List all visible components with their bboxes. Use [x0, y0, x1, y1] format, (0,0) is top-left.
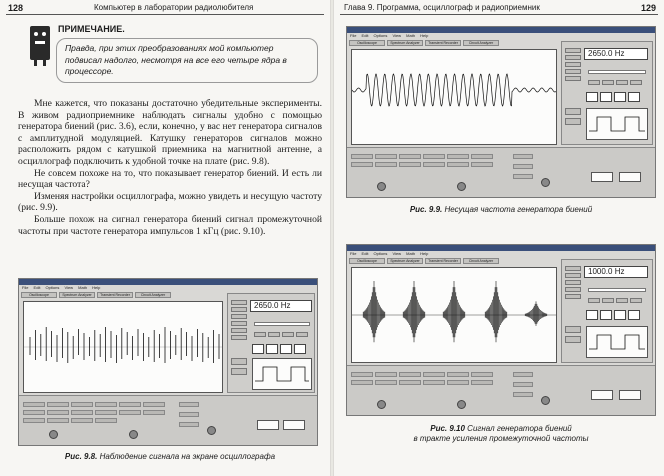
figure-caption — [346, 424, 656, 444]
tab-oscilloscope[interactable]: Oscilloscope — [21, 292, 57, 298]
frequency-display: 2650.0 Hz — [584, 48, 648, 60]
scope-controls — [347, 147, 656, 198]
control-button[interactable] — [23, 410, 45, 415]
trace-bursts — [352, 268, 556, 362]
output-preview — [252, 358, 312, 390]
caption-text: в тракте усиления промежуточной частоты — [413, 434, 589, 443]
tab-transient[interactable]: Transient Recorder — [425, 40, 461, 46]
position-knob[interactable] — [377, 182, 386, 191]
control-button[interactable] — [471, 154, 493, 159]
page-number-left: 128 — [8, 3, 24, 13]
control-button[interactable] — [375, 154, 397, 159]
preset-button[interactable] — [231, 328, 247, 333]
control-button[interactable] — [47, 418, 69, 423]
freq-button[interactable] — [602, 298, 614, 303]
trace-pulses — [24, 302, 222, 392]
tab-spectrum[interactable]: Spectrum Analyzer — [387, 258, 423, 264]
offset-readout — [591, 172, 613, 182]
duty-slider[interactable] — [254, 322, 310, 326]
control-button[interactable] — [399, 162, 421, 167]
paragraph: Изменяя настройки осциллографа, можно увидеть и несущую частоту (рис. 9.9). — [18, 190, 322, 214]
tab-oscilloscope[interactable]: Oscilloscope — [349, 258, 385, 264]
noise-wave-button[interactable] — [294, 344, 306, 354]
control-button[interactable] — [471, 380, 493, 385]
amplitude-readout — [283, 420, 305, 430]
control-button[interactable] — [351, 380, 373, 385]
tab-bar — [21, 292, 171, 298]
control-button[interactable] — [471, 162, 493, 167]
amplitude-readout — [619, 390, 641, 400]
robot-note-icon — [30, 26, 50, 60]
control-button[interactable] — [351, 154, 373, 159]
stop-button[interactable] — [565, 118, 581, 125]
control-button[interactable] — [71, 410, 93, 415]
trigger-button[interactable] — [179, 402, 199, 407]
control-button[interactable] — [375, 380, 397, 385]
generator-panel — [561, 41, 653, 145]
paragraph: Больше похож на сигнал генератора биений сигнал промежуточной частоты при частоте генератора импульсов 1 кГц (рис. 9.10). — [18, 213, 322, 237]
preset-button[interactable] — [231, 335, 247, 340]
figure-caption — [346, 205, 656, 215]
left-running-header — [6, 3, 324, 15]
stop-button[interactable] — [565, 336, 581, 343]
trigger-button[interactable] — [513, 174, 533, 179]
control-button[interactable] — [47, 410, 69, 415]
control-button[interactable] — [95, 402, 117, 407]
freq-button[interactable] — [602, 80, 614, 85]
preset-button[interactable] — [231, 300, 247, 305]
control-button[interactable] — [447, 372, 469, 377]
control-button[interactable] — [95, 410, 117, 415]
square-preview — [587, 327, 647, 357]
square-preview — [587, 109, 647, 139]
control-button[interactable] — [423, 372, 445, 377]
control-button[interactable] — [351, 372, 373, 377]
tab-circuit[interactable]: Circuit Analyzer — [135, 292, 171, 298]
duty-slider[interactable] — [588, 288, 646, 292]
right-page — [334, 0, 664, 476]
control-button[interactable] — [447, 154, 469, 159]
generator-panel — [227, 293, 315, 393]
trigger-button[interactable] — [513, 154, 533, 159]
preset-button[interactable] — [565, 273, 581, 278]
scope-controls — [19, 395, 318, 446]
square-wave-button[interactable] — [266, 344, 278, 354]
sine-wave-button[interactable] — [586, 310, 598, 320]
duty-slider[interactable] — [588, 70, 646, 74]
tab-bar — [349, 258, 499, 264]
freq-button[interactable] — [616, 80, 628, 85]
tab-spectrum[interactable]: Spectrum Analyzer — [59, 292, 95, 298]
preset-button[interactable] — [565, 69, 581, 74]
scope-screen — [351, 267, 557, 363]
frequency-display: 1000.0 Hz — [584, 266, 648, 278]
square-wave-button[interactable] — [600, 92, 612, 102]
freq-button[interactable] — [268, 332, 280, 337]
control-button[interactable] — [447, 162, 469, 167]
position-knob[interactable] — [457, 400, 466, 409]
offset-readout — [591, 390, 613, 400]
preset-button[interactable] — [565, 62, 581, 67]
scope-screen — [351, 49, 557, 145]
menu-bar: File Edit Options View Math Help — [22, 285, 101, 290]
noise-wave-button[interactable] — [628, 310, 640, 320]
amplitude-readout — [619, 172, 641, 182]
sine-wave-button[interactable] — [252, 344, 264, 354]
preset-button[interactable] — [565, 294, 581, 299]
control-button[interactable] — [423, 162, 445, 167]
page-number-right: 129 — [640, 3, 656, 13]
control-button[interactable] — [423, 380, 445, 385]
control-button[interactable] — [143, 402, 165, 407]
tab-oscilloscope[interactable]: Oscilloscope — [349, 40, 385, 46]
frequency-display: 2650.0 Hz — [250, 300, 312, 312]
control-button[interactable] — [119, 402, 141, 407]
position-knob[interactable] — [377, 400, 386, 409]
tab-transient[interactable]: Transient Recorder — [97, 292, 133, 298]
level-knob[interactable] — [541, 178, 550, 187]
control-button[interactable] — [471, 372, 493, 377]
freq-button[interactable] — [588, 80, 600, 85]
caption-label: Рис. 9.10 — [430, 424, 465, 433]
preset-button[interactable] — [231, 321, 247, 326]
control-button[interactable] — [71, 402, 93, 407]
menu-bar: File Edit Options View Math Help — [350, 251, 429, 256]
freq-button[interactable] — [630, 80, 642, 85]
sine-wave-button[interactable] — [586, 92, 598, 102]
triangle-wave-button[interactable] — [280, 344, 292, 354]
run-button[interactable] — [565, 108, 581, 115]
output-preview — [586, 108, 648, 140]
freq-button[interactable] — [296, 332, 308, 337]
oscilloscope-screenshot-9-8 — [18, 278, 318, 446]
control-button[interactable] — [423, 154, 445, 159]
scope-screen — [23, 301, 223, 393]
trigger-button[interactable] — [513, 372, 533, 377]
preset-button[interactable] — [565, 280, 581, 285]
position-knob[interactable] — [129, 430, 138, 439]
noise-wave-button[interactable] — [628, 92, 640, 102]
triangle-wave-button[interactable] — [614, 92, 626, 102]
control-button[interactable] — [71, 418, 93, 423]
preset-button[interactable] — [565, 76, 581, 81]
triangle-wave-button[interactable] — [614, 310, 626, 320]
preset-button[interactable] — [565, 48, 581, 53]
generator-panel — [561, 259, 653, 363]
running-head-right: Глава 9. Программа, осциллограф и радиоприемник — [344, 3, 540, 12]
tab-bar — [349, 40, 499, 46]
position-knob[interactable] — [457, 182, 466, 191]
caption-label: Рис. 9.9. — [409, 205, 443, 214]
menu-bar: File Edit Options View Math Help — [350, 33, 429, 38]
control-button[interactable] — [351, 162, 373, 167]
caption-label: Рис. 9.8. — [64, 452, 98, 461]
output-preview — [586, 326, 648, 358]
control-button[interactable] — [375, 372, 397, 377]
oscilloscope-screenshot-9-10 — [346, 244, 656, 416]
run-button[interactable] — [231, 358, 247, 365]
level-knob[interactable] — [207, 426, 216, 435]
trigger-button[interactable] — [513, 164, 533, 169]
control-button[interactable] — [399, 372, 421, 377]
tab-transient[interactable]: Transient Recorder — [425, 258, 461, 264]
control-button[interactable] — [47, 402, 69, 407]
tab-circuit[interactable]: Circuit Analyzer — [463, 40, 499, 46]
trigger-button[interactable] — [179, 422, 199, 427]
caption-text: Несущая частота генератора биений — [444, 205, 593, 214]
right-running-header — [340, 3, 658, 15]
offset-readout — [257, 420, 279, 430]
note-body: Правда, при этих преобразованиях мой компьютер подвисал надолго, несмотря на все его четыре ядра в процессоре. — [56, 38, 318, 83]
control-button[interactable] — [23, 418, 45, 423]
freq-button[interactable] — [254, 332, 266, 337]
preset-button[interactable] — [565, 287, 581, 292]
caption-text: Наблюдение сигнала на экране осциллографа — [99, 452, 276, 461]
freq-button[interactable] — [282, 332, 294, 337]
control-button[interactable] — [447, 380, 469, 385]
square-preview — [253, 359, 311, 389]
control-button[interactable] — [95, 418, 117, 423]
position-knob[interactable] — [49, 430, 58, 439]
control-button[interactable] — [23, 402, 45, 407]
scope-controls — [347, 365, 656, 416]
preset-button[interactable] — [565, 55, 581, 60]
control-button[interactable] — [119, 410, 141, 415]
paragraph: Мне кажется, что показаны достаточно убедительные эксперименты. В живом радиоприемнике наблюдать сигналы удобно с помощью генератора биений (рис. 3.6), если, конечно, у вас нет генератора сигналов с амплитудной модуляцией. Катушку генераторов сигналов можно расположить рядом с катушкой приемника на магнитной антенне, а осциллограф подключить к удобной точке на плате (рис. 9.8). — [18, 98, 322, 167]
trigger-button[interactable] — [179, 412, 199, 417]
note-title: ПРИМЕЧАНИЕ. — [58, 24, 125, 34]
square-wave-button[interactable] — [600, 310, 612, 320]
level-knob[interactable] — [541, 396, 550, 405]
preset-button[interactable] — [231, 314, 247, 319]
control-button[interactable] — [399, 154, 421, 159]
preset-button[interactable] — [231, 307, 247, 312]
oscilloscope-screenshot-9-9 — [346, 26, 656, 198]
control-button[interactable] — [143, 410, 165, 415]
run-button[interactable] — [565, 326, 581, 333]
tab-spectrum[interactable]: Spectrum Analyzer — [387, 40, 423, 46]
caption-text: Сигнал генератора биений — [467, 424, 572, 433]
figure-caption — [20, 452, 320, 462]
preset-button[interactable] — [565, 266, 581, 271]
freq-button[interactable] — [630, 298, 642, 303]
control-button[interactable] — [375, 162, 397, 167]
running-head-left: Компьютер в лаборатории радиолюбителя — [94, 3, 254, 12]
freq-button[interactable] — [616, 298, 628, 303]
trigger-button[interactable] — [513, 392, 533, 397]
paragraph: Не совсем похоже на то, что показывает генератор биений. И есть ли несущая частота? — [18, 167, 322, 191]
freq-button[interactable] — [588, 298, 600, 303]
control-button[interactable] — [399, 380, 421, 385]
trigger-button[interactable] — [513, 382, 533, 387]
body-text — [18, 98, 322, 237]
note-box — [30, 20, 318, 88]
left-page — [0, 0, 330, 476]
trace-carrier — [352, 50, 556, 144]
stop-button[interactable] — [231, 368, 247, 375]
tab-circuit[interactable]: Circuit Analyzer — [463, 258, 499, 264]
